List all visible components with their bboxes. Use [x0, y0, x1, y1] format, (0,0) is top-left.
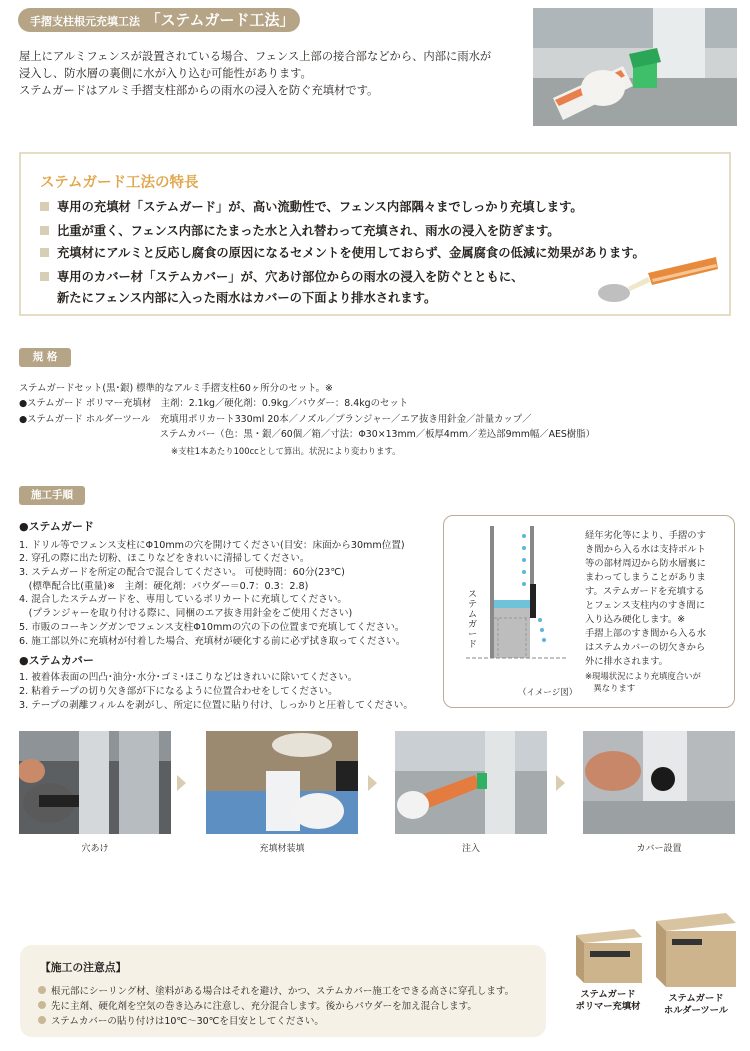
intro-text [19, 48, 491, 99]
diagram-text-line: 経年劣化等により、手摺のす [585, 530, 706, 541]
procedure-heading-stemguard: ●ステムガード [19, 520, 94, 533]
square-bullet-icon [40, 226, 49, 235]
diagram-text-line: とフェンス支柱内のすき間に [585, 600, 706, 611]
procedure-step: 3. ステムガードを所定の配合で混合してください。 可使時間：60分(23℃) [19, 567, 345, 578]
feature-item: 専用のカバー材「ステムカバー」が、穴あけ部位からの雨水の浸入を防ぐとともに、 [40, 267, 523, 285]
procedure-step: 6. 施工部以外に充填材が付着した場合、充填材が硬化する前に必ず拭き取ってください。 [19, 636, 406, 647]
feature-item: 専用の充填材「ステムガード」が、高い流動性で、フェンス内部隅々までしっかり充填します。 [40, 197, 583, 215]
diagram-image-label: （イメージ図） [518, 688, 578, 698]
spec-line: ●ステムガード ポリマー充填材 主剤：2.1kg／硬化剤：0.9kg／パウダー：8.4kgのセット [19, 398, 409, 409]
photo-caption: 穴あけ [81, 844, 109, 854]
diagram-text-line: はステムカバーの切欠きから [585, 642, 706, 653]
procedure-step: 2. 穿孔の際に出た切粉、ほこりなどをきれいに清掃してください。 [19, 553, 310, 564]
dot-bullet-icon [38, 1016, 46, 1024]
photo-caption: 注入 [461, 844, 480, 854]
feature-item: 比重が重く、フェンス内部にたまった水と入れ替わって充填され、雨水の浸入を防ぎます。 [40, 221, 560, 239]
arrow-right-icon [177, 775, 186, 791]
procedure-step: 2. 粘着テープの切り欠き部が下になるように位置合わせをしてください。 [19, 686, 338, 697]
feature-item-continued: 新たにフェンス内部に入った雨水はカバーの下面より排水されます。 [57, 291, 437, 305]
page-title [30, 8, 295, 32]
procedure-tag: 施工手順 [19, 486, 85, 505]
procedure-step: 1. ドリル等でフェンス支柱にΦ10mmの穴を開けてください(目安：床面から30mm位置) [19, 540, 405, 551]
diagram-text-line: 等の部材周辺から防水層裏に [585, 558, 706, 569]
product-box-holder [652, 909, 738, 989]
caution-item: 先に主剤、硬化剤を空気の巻き込みに注意し、充分混合します。後からパウダーを加え混合します。 [38, 998, 477, 1012]
photo-drilling [19, 731, 171, 834]
spec-line: ●ステムガード ホルダーツール 充填用ポリカート330ml 20本／ノズル／プランジャー／エア抜き用針金／計量カップ／ [19, 414, 532, 425]
spec-tag: 規 格 [19, 348, 71, 367]
spec-line: ステムカバー（色：黒・銀／60個／箱／寸法：Φ30×13mm／板厚4mm／差込部9mm幅／AES樹脂） [19, 429, 596, 440]
photo-cover [583, 731, 735, 834]
features-title: ステムガード工法の特長 [40, 175, 199, 191]
procedure-heading-stemcover: ●ステムカバー [19, 654, 94, 667]
spec-line: ステムガードセット(黒･銀) 標準的なアルミ手摺支柱60ヶ所分のセット。※ [19, 383, 333, 394]
title-big: 「ステムガード工法」 [145, 11, 295, 29]
procedure-step: 4. 混合したステムガードを、専用しているポリカートに充填してください。 [19, 594, 348, 605]
procedure-step: (プランジャーを取り付ける際に、同梱のエア抜き用針金をご使用ください) [19, 608, 353, 619]
diagram-text-line: 外に排水されます。 [585, 656, 668, 667]
spec-note: ※支柱1本あたり100ccとして算出。状況により変わります。 [171, 446, 401, 456]
procedure-step: (標準配合比(重量)※ 主剤：硬化剤：パウダー＝0.7：0.3：2.8) [19, 581, 309, 592]
intro-line: ステムガードはアルミ手摺支柱部からの雨水の浸入を防ぐ充填材です。 [19, 84, 379, 97]
diagram-text-line: まわってしまうことがありま [585, 572, 706, 583]
dot-bullet-icon [38, 1001, 46, 1009]
photo-caption: 充填材装填 [259, 844, 305, 854]
feature-item: 充填材にアルミと反応し腐食の原因になるセメントを使用しておらず、金属腐食の低減に効果があります。 [40, 243, 645, 261]
intro-line: 浸入し、防水層の裏側に水が入り込む可能性があります。 [19, 67, 312, 80]
product-caption-polymer: ステムガード ポリマー充填材 [575, 989, 641, 1012]
diagram-text-line: す。ステムガードを充填する [585, 586, 705, 597]
photo-injecting [395, 731, 547, 834]
diagram-note: 異なります [585, 683, 636, 693]
procedure-step: 1. 被着体表面の凹凸･油分･水分･ゴミ･ほこりなどはきれいに除いてください。 [19, 672, 358, 683]
top-photo [533, 8, 737, 126]
diagram-text-line: 入り込み硬化します。※ [585, 614, 686, 625]
arrow-right-icon [368, 775, 377, 791]
square-bullet-icon [40, 248, 49, 257]
arrow-right-icon [556, 775, 565, 791]
photo-loading [206, 731, 358, 834]
diagram-stem-label: ステムガード [468, 590, 478, 650]
square-bullet-icon [40, 272, 49, 281]
cautions-title: 【施工の注意点】 [40, 961, 127, 974]
diagram-note: ※現場状況により充填度合いが [585, 671, 701, 681]
caution-item: ステムカバーの貼り付けは10℃～30℃を目安としてください。 [38, 1013, 324, 1027]
intro-line: 屋上にアルミフェンスが設置されている場合、フェンス上部の接合部などから、内部に雨水が [19, 50, 492, 63]
product-caption-holder: ステムガード ホルダーツール [663, 993, 729, 1016]
procedure-step: 3. テープの剥離フィルムを剥がし、所定に位置に貼り付け、しっかりと圧着してください。 [19, 700, 413, 711]
diagram-text-line: 手摺上部のすき間から入る水 [585, 628, 706, 639]
cartridge-illustration [594, 255, 718, 307]
caution-item: 根元部にシーリング材、塗料がある場合はそれを避け、かつ、ステムカバー施工をできる高さに穿孔します。 [38, 983, 514, 997]
procedure-step: 5. 市販のコーキングガンでフェンス支柱Φ10mmの穴の下の位置まで充填してください。 [19, 622, 405, 633]
title-small: 手摺支柱根元充填工法 [30, 15, 140, 28]
square-bullet-icon [40, 202, 49, 211]
photo-caption: カバー設置 [636, 844, 682, 854]
diagram-text-line: き間から入る水は支持ボルト [585, 544, 706, 555]
dot-bullet-icon [38, 986, 46, 994]
product-box-polymer [572, 925, 644, 985]
